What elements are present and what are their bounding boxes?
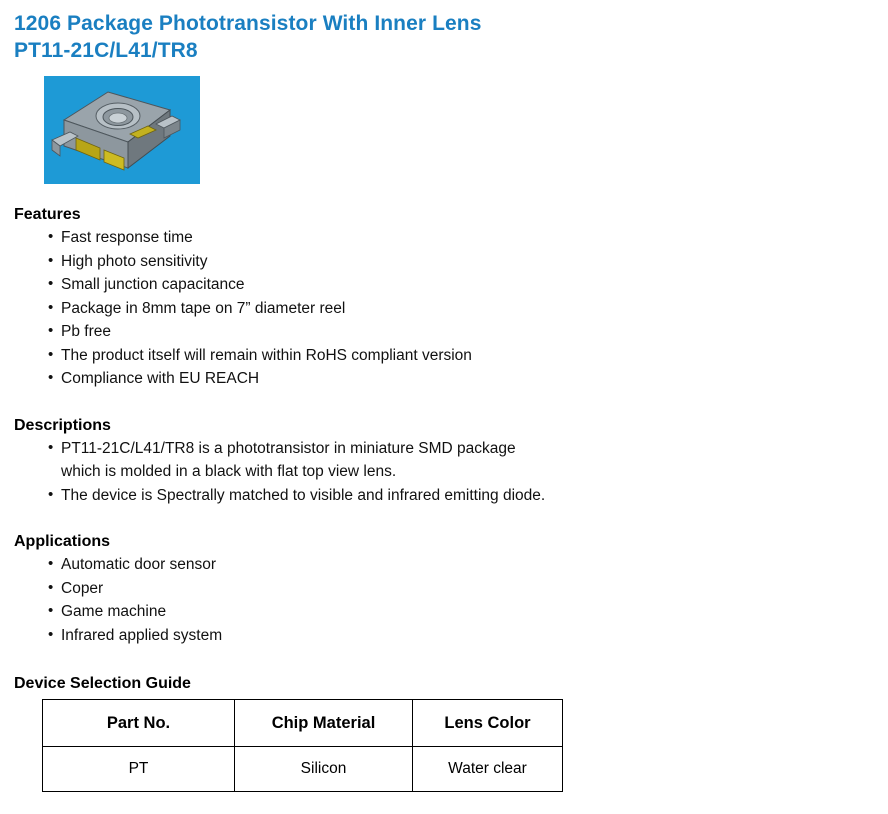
list-item: • Game machine: [48, 600, 888, 624]
list-item: • Automatic door sensor: [48, 553, 888, 577]
features-section: [14, 206, 888, 391]
title-block: [14, 10, 888, 64]
list-item-continuation: which is molded in a black with flat top view lens.: [61, 463, 397, 480]
page-subtitle: PT11-21C/L41/TR8: [14, 39, 198, 62]
descriptions-list: [14, 437, 888, 508]
list-item: • Fast response time: [48, 226, 888, 250]
descriptions-section: [14, 417, 888, 508]
applications-list: [14, 553, 888, 647]
column-header-lens-color: Lens Color: [413, 700, 563, 747]
cell-part-no: PT: [43, 747, 235, 792]
cell-lens-color: Water clear: [413, 747, 563, 792]
device-selection-guide-heading: Device Selection Guide: [14, 675, 191, 692]
list-item: • Infrared applied system: [48, 624, 888, 648]
applications-heading: Applications: [14, 533, 111, 550]
list-item: • Small junction capacitance: [48, 273, 888, 297]
package-illustration: [44, 76, 200, 184]
list-item: • The device is Spectrally matched to visible and infrared emitting diode.: [48, 484, 888, 508]
document-page: [0, 10, 888, 814]
column-header-chip-material: Chip Material: [235, 700, 413, 747]
list-item: • Compliance with EU REACH: [48, 367, 888, 391]
list-item: [48, 437, 888, 484]
device-selection-guide-table: [42, 699, 563, 792]
descriptions-heading: Descriptions: [14, 416, 111, 434]
page-title: 1206 Package Phototransistor With Inner Lens: [14, 12, 482, 35]
list-item-text: PT11-21C/L41/TR8 is a phototransistor in miniature SMD package: [61, 439, 516, 457]
list-item: • Coper: [48, 577, 888, 601]
column-header-part-no: Part No.: [43, 700, 235, 747]
features-heading: Features: [14, 206, 81, 223]
table-header-row: [43, 700, 563, 747]
table-row: [43, 747, 563, 792]
list-item: • The product itself will remain within RoHS compliant version: [48, 344, 888, 368]
list-item: • Pb free: [48, 320, 888, 344]
list-item: • Package in 8mm tape on 7” diameter reel: [48, 297, 888, 321]
applications-section: [14, 533, 888, 647]
cell-chip-material: Silicon: [235, 747, 413, 792]
device-selection-guide-section: [14, 675, 888, 792]
list-item: • High photo sensitivity: [48, 250, 888, 274]
phototransistor-package-render: [44, 76, 200, 184]
features-list: [14, 226, 888, 391]
